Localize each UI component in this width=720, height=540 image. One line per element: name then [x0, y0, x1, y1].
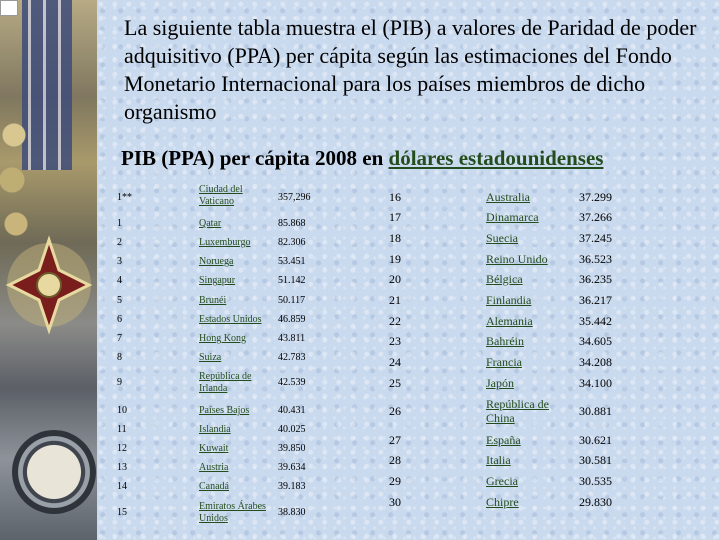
- country-link[interactable]: Finlandia: [486, 293, 532, 307]
- country-link[interactable]: Chipre: [486, 495, 519, 509]
- intro-paragraph: La siguiente tabla muestra el (PIB) a valores de Paridad de poder adquisitivo (PPA) per cápita según las estimaciones del Fondo Monetario Internacional para los países miembros de dicho organismo: [124, 15, 697, 124]
- country-link[interactable]: República de China: [486, 397, 549, 425]
- value-cell: 39.634: [278, 462, 306, 473]
- decorative-image-strip: [0, 0, 97, 540]
- value-cell: 30.535: [579, 474, 612, 488]
- country-link[interactable]: España: [486, 433, 521, 447]
- heading-link[interactable]: dólares estadounidenses: [388, 146, 604, 170]
- rank-cell: 13: [117, 462, 127, 473]
- country-link[interactable]: Ciudad del Vaticano: [199, 184, 243, 207]
- country-link[interactable]: Francia: [486, 355, 522, 369]
- value-cell: 40.431: [278, 405, 306, 416]
- rank-cell: 10: [117, 405, 127, 416]
- country-link[interactable]: Países Bajos: [199, 405, 250, 416]
- value-cell: 34.100: [579, 376, 612, 390]
- rank-cell: 3: [117, 256, 122, 267]
- country-link[interactable]: República de Irlanda: [199, 371, 252, 394]
- rank-cell: 6: [117, 314, 122, 325]
- country-link[interactable]: Estados Unidos: [199, 314, 262, 325]
- value-cell: 357,296: [278, 192, 311, 203]
- rank-cell: 2: [117, 237, 122, 248]
- rank-cell: 9: [117, 377, 122, 388]
- value-cell: 35.442: [579, 314, 612, 328]
- rank-cell: 1: [117, 218, 122, 229]
- country-link[interactable]: Canadá: [199, 481, 229, 492]
- value-cell: 46.859: [278, 314, 306, 325]
- value-cell: 29.830: [579, 495, 612, 509]
- value-cell: 51.142: [278, 275, 306, 286]
- value-cell: 34.605: [579, 334, 612, 348]
- rank-cell: 18: [389, 231, 401, 245]
- rank-cell: 4: [117, 275, 122, 286]
- country-link[interactable]: Alemania: [486, 314, 533, 328]
- medal-cross-icon: [4, 230, 94, 340]
- rank-cell: 15: [117, 507, 127, 518]
- country-link[interactable]: Hong Kong: [199, 333, 246, 344]
- value-cell: 37.245: [579, 231, 612, 245]
- country-link[interactable]: Bahréin: [486, 334, 524, 348]
- country-link[interactable]: Noruega: [199, 256, 234, 267]
- country-link[interactable]: Italia: [486, 453, 511, 467]
- value-cell: 43.811: [278, 333, 306, 344]
- country-link[interactable]: Grecia: [486, 474, 518, 488]
- compass-image: [12, 430, 96, 514]
- heading-prefix: PIB (PPA) per cápita 2008 en: [121, 146, 389, 170]
- country-link[interactable]: Emiratos Árabes Unidos: [199, 501, 266, 524]
- country-link[interactable]: Islandia: [199, 424, 231, 435]
- country-link[interactable]: Singapur: [199, 275, 236, 286]
- table-heading: [121, 146, 711, 171]
- value-cell: 53.451: [278, 256, 306, 267]
- coins-image: [0, 120, 30, 240]
- value-cell: 36.217: [579, 293, 612, 307]
- country-link[interactable]: Suiza: [199, 352, 222, 363]
- rank-cell: 25: [389, 376, 401, 390]
- value-cell: 40.025: [278, 424, 306, 435]
- rank-cell: 21: [389, 293, 401, 307]
- rank-cell: 28: [389, 453, 401, 467]
- rank-cell: 14: [117, 481, 127, 492]
- value-cell: 30.621: [579, 433, 612, 447]
- country-link[interactable]: Kuwait: [199, 443, 229, 454]
- value-cell: 37.299: [579, 190, 612, 204]
- rank-cell: 19: [389, 252, 401, 266]
- value-cell: 37.266: [579, 210, 612, 224]
- rank-cell: 5: [117, 295, 122, 306]
- value-cell: 39.183: [278, 481, 306, 492]
- rank-cell: 12: [117, 443, 127, 454]
- rank-cell: 20: [389, 272, 401, 286]
- country-link[interactable]: Austria: [199, 462, 229, 473]
- country-link[interactable]: Australia: [486, 190, 530, 204]
- country-link[interactable]: Dinamarca: [486, 210, 539, 224]
- country-link[interactable]: Bélgica: [486, 272, 523, 286]
- rank-cell: 26: [389, 404, 401, 418]
- value-cell: 30.581: [579, 453, 612, 467]
- rank-cell: 30: [389, 495, 401, 509]
- rank-cell: 11: [117, 424, 127, 435]
- value-cell: 42.539: [278, 377, 306, 388]
- rank-cell: 23: [389, 334, 401, 348]
- country-link[interactable]: Japón: [486, 376, 514, 390]
- value-cell: 39.850: [278, 443, 306, 454]
- value-cell: 85.868: [278, 218, 306, 229]
- rank-cell: 22: [389, 314, 401, 328]
- rank-cell: 29: [389, 474, 401, 488]
- rank-cell: 17: [389, 210, 401, 224]
- rank-cell: 27: [389, 433, 401, 447]
- value-cell: 36.523: [579, 252, 612, 266]
- country-link[interactable]: Reino Unido: [486, 252, 548, 266]
- country-link[interactable]: Brunéi: [199, 295, 227, 306]
- slide-corner-icon: [0, 0, 18, 16]
- value-cell: 34.208: [579, 355, 612, 369]
- rank-cell: 16: [389, 190, 401, 204]
- value-cell: 38.830: [278, 507, 306, 518]
- rank-cell: 8: [117, 352, 122, 363]
- value-cell: 30.881: [579, 404, 612, 418]
- rank-cell: 24: [389, 355, 401, 369]
- rank-cell: 1**: [117, 192, 132, 203]
- country-link[interactable]: Luxemburgo: [199, 237, 251, 248]
- country-link[interactable]: Qatar: [199, 218, 222, 229]
- value-cell: 42.783: [278, 352, 306, 363]
- value-cell: 50.117: [278, 295, 306, 306]
- country-link[interactable]: Suecia: [486, 231, 518, 245]
- rank-cell: 7: [117, 333, 122, 344]
- value-cell: 36.235: [579, 272, 612, 286]
- value-cell: 82.306: [278, 237, 306, 248]
